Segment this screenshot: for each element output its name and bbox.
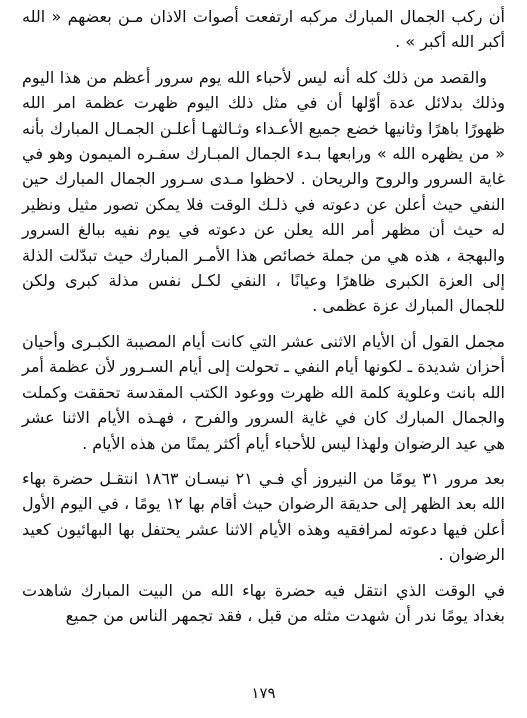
paragraph-1: أن ركب الجمال المبارك مركبه ارتفعت أصوات الاذان مـن بعضهم « الله أكبر الله أكبر » . bbox=[22, 7, 505, 52]
paragraph-2: والقصد من ذلك كله أنه ليس لأحباء الله يوم سرور أعظم من هذا اليوم وذلك بدلائل عدة أوّلها أن في مثل ذلك اليوم ظهرت عظمة امر الله ظهورًا باهرًا وثانيها خضع جميع الأعـداء وثـالثهـا أعلـن الجمـال المبارك بأنه « من يظهره الله » ورابعها بـدء الجمال المبـارك سفـره الميمون وهو في غاية السرور والروح والريحان . لاحظوا مـدى سـرور الجمال المبارك حين النفي حيث أعلن عن دعوته في ذلـك الوقت فلا يمكن تصور مثيل ونظير له حيث أن مظهر أمر الله يعلن عن دعوته في يوم نفيه ببالغ السرور والبهجة ، هذه هي من جملة خصائص هذا الأمـر المبارك حيث تبدّلت الذلة إلى العزة الكبرى ظاهرًا وعيانًا ، النفي لكـل نفس مذلة كبرى ولكن للجمال المبارك عزة عظمى . bbox=[22, 67, 505, 316]
paragraph-5: في الوقت الذي انتقل فيه حضرة بهاء الله من البيت المبارك شاهدت بغداد يومًا ندر أن شهدت مثله من قبل ، فقد تجمهر الناس من جميع bbox=[22, 580, 505, 625]
paragraph-4: بعد مرور ٣١ يومًا من النيروز أي فـي ٢١ نيسـان ١٨٦٣ انتقـل حضرة بهاء الله بعد الظهر إلى حديقة الرضوان حيث أقام بها ١٢ يومًا ، في اليوم الأول أعلن فيها دعوته لمرافقيه وهذه الأيام الاثنا عشر يحتفل بها البهائيون كعيد الرضوان . bbox=[22, 468, 506, 565]
page-number: ١٧٩ bbox=[251, 684, 276, 702]
paragraph-3: مجمل القول أن الأيام الاثنى عشر التي كانت أيام المصيبة الكبـرى وأحيان أحزان شديدة ـ لكونها أيام النفي ـ تحولت إلى أيام السـرور لأن عظمة أمر الله بانت وعلوية كلمة الله ظهرت ووعود الكتب المقدسة تحققت وكملت والجمال المبارك كان في غاية السرور والفرح ، فهـذه الأيام الاثنا عشر هي عيد الرضوان ولهذا ليس للأحباء أيام أكثر يمنًا من هذه الأيام . bbox=[22, 331, 505, 453]
